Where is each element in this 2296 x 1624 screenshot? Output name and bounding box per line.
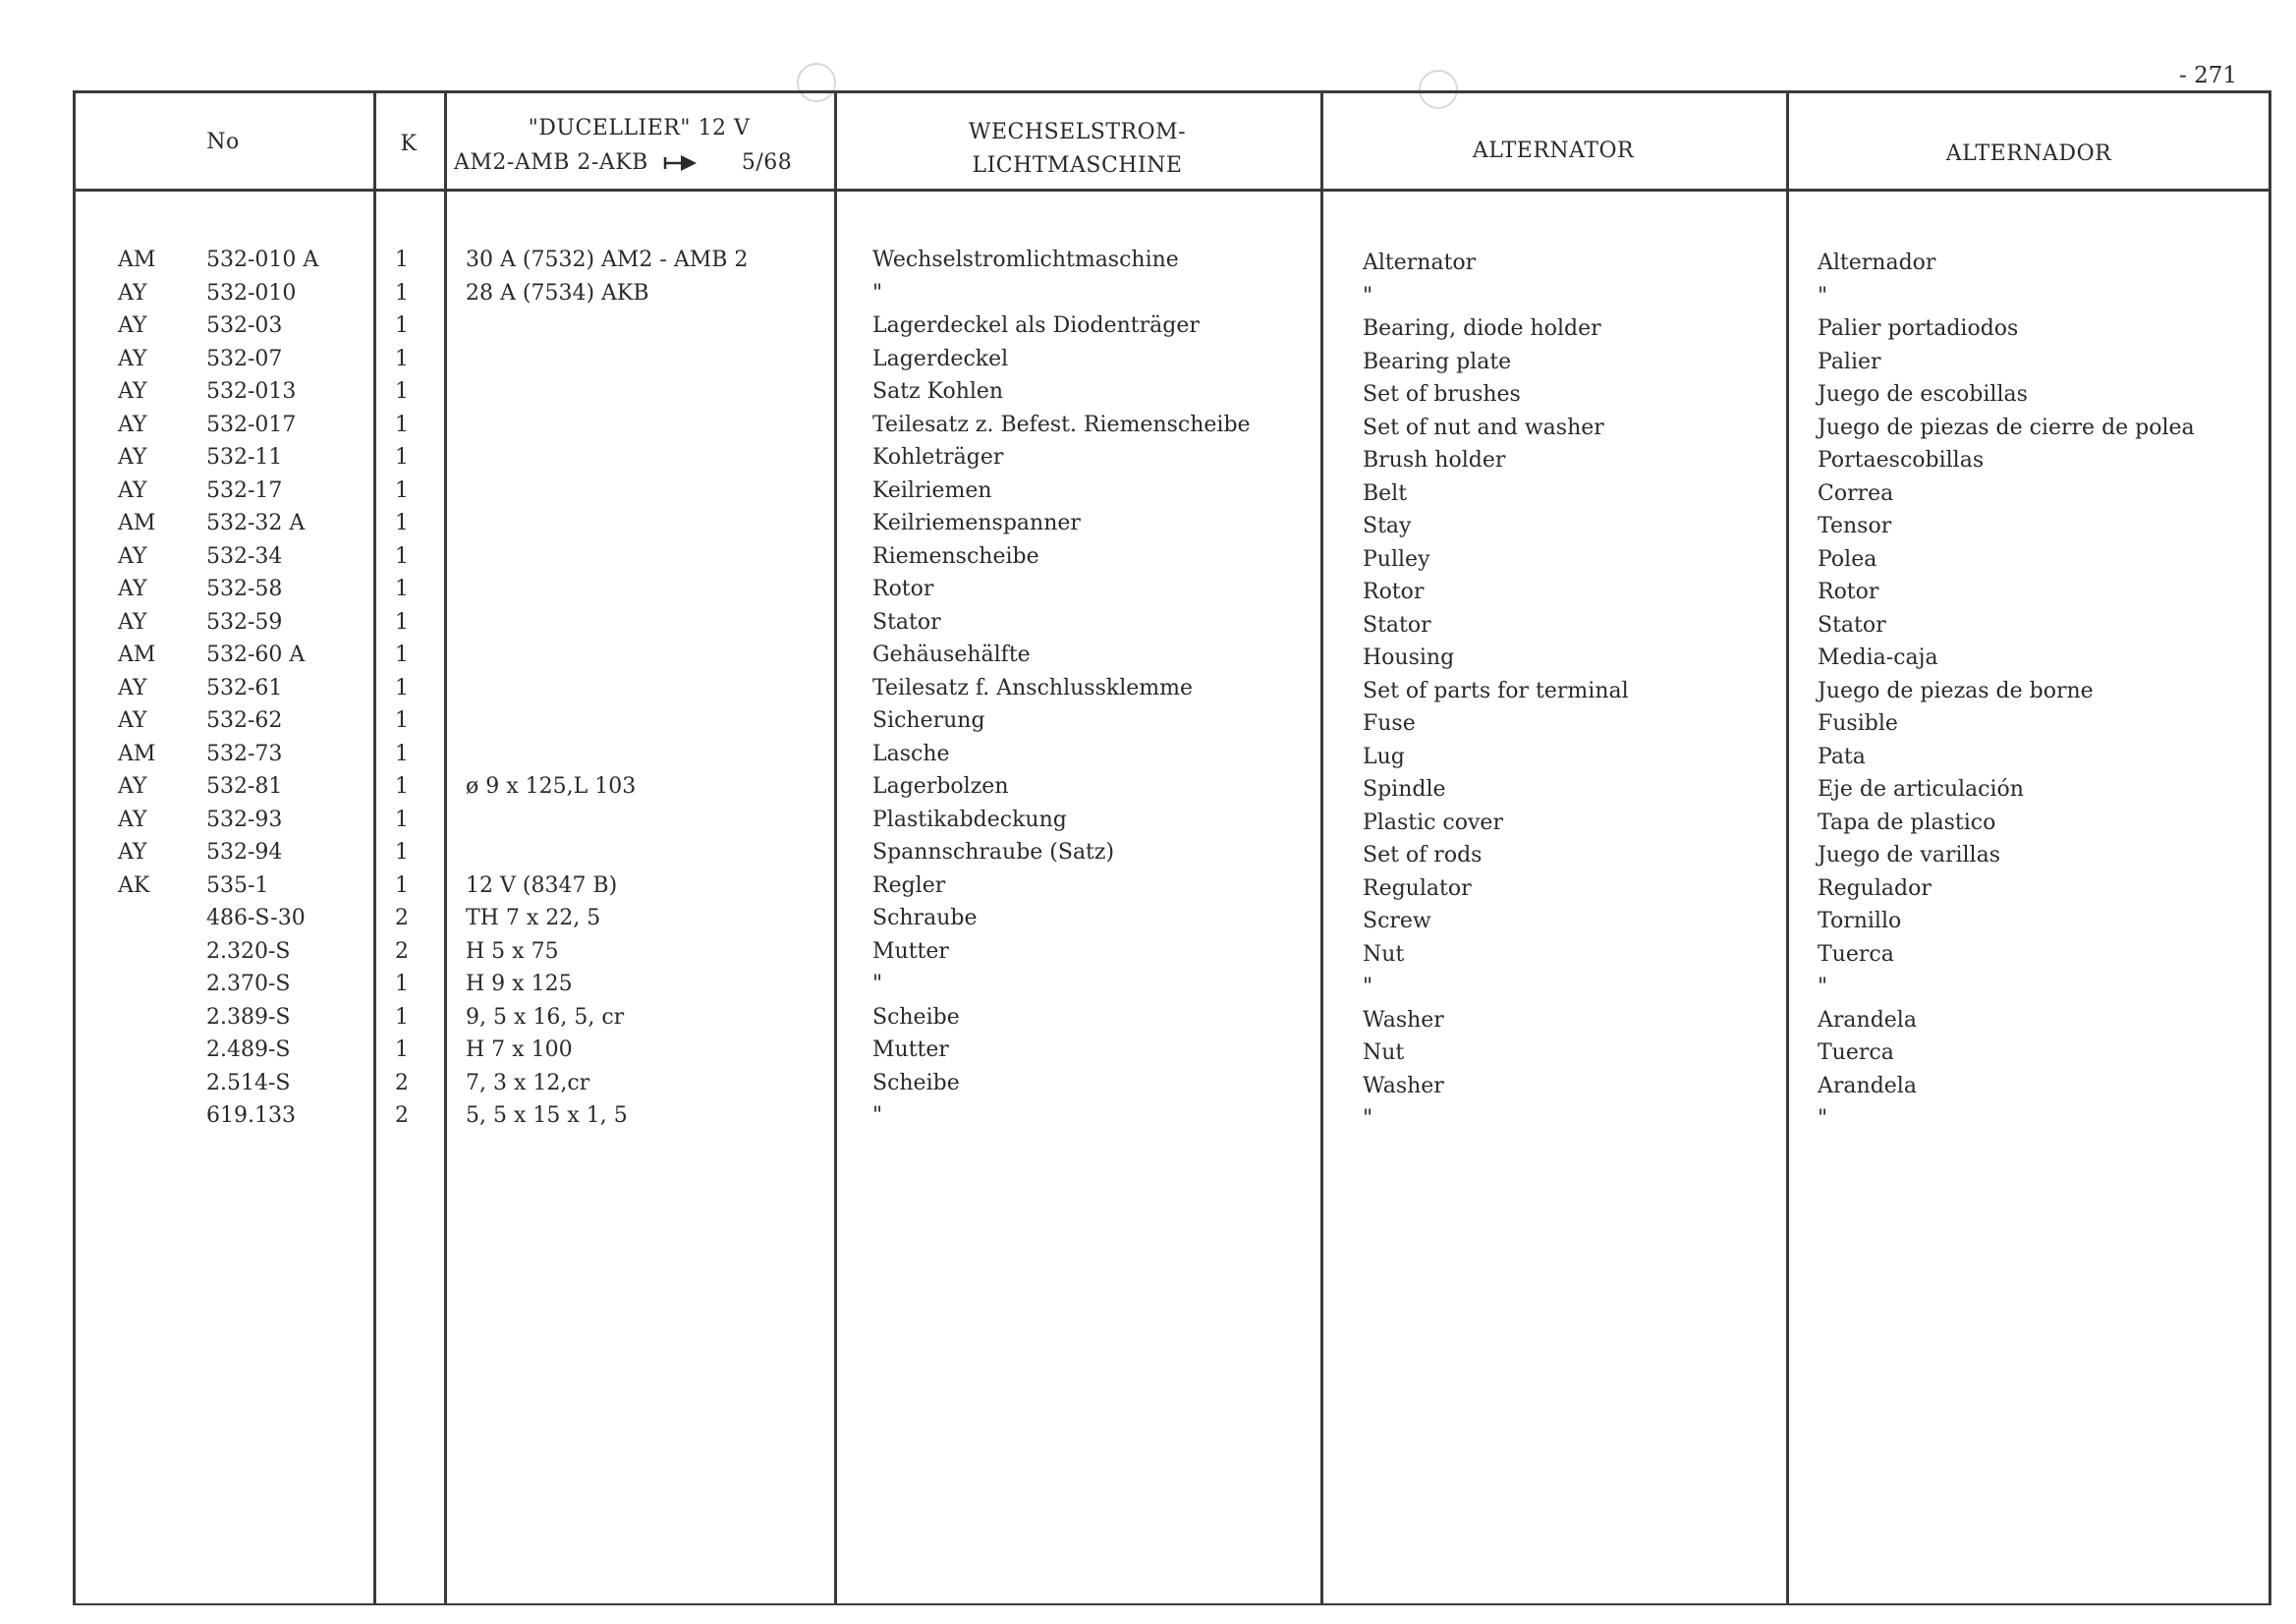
part-spec: 30 A (7532) AM2 - AMB 2 — [466, 248, 749, 272]
quantity-k: 1 — [395, 807, 409, 832]
description-german: Scheibe — [872, 1004, 960, 1030]
part-number: 535-1 — [206, 872, 269, 898]
description-german: Sicherung — [872, 708, 985, 733]
part-spec: 28 A (7534) AKB — [466, 280, 649, 306]
description-spanish: Pata — [1818, 744, 1866, 769]
description-spanish: Portaescobillas — [1818, 448, 1985, 473]
description-english: Stay — [1363, 514, 1412, 538]
part-prefix: AY — [118, 477, 147, 503]
header-divider — [73, 189, 2271, 192]
part-number: 532-013 — [206, 379, 297, 404]
part-spec: 5, 5 x 15 x 1, 5 — [466, 1103, 628, 1128]
description-spanish: Rotor — [1818, 580, 1879, 604]
description-german: Wechselstromlichtmaschine — [872, 248, 1179, 272]
description-spanish: Polea — [1818, 546, 1877, 572]
description-english: Stator — [1363, 612, 1431, 638]
quantity-k: 1 — [395, 543, 409, 569]
from-date-arrow-icon — [663, 150, 702, 175]
header-model-date: 5/68 — [741, 150, 793, 175]
part-spec: 12 V (8347 B) — [466, 872, 618, 898]
part-number: 532-03 — [206, 313, 283, 338]
description-german: Gehäusehälfte — [872, 643, 1031, 667]
quantity-k: 1 — [395, 477, 409, 503]
header-spanish: ALTERNADOR — [1945, 141, 2112, 166]
part-spec: TH 7 x 22, 5 — [466, 906, 601, 930]
part-number: 532-60 A — [206, 643, 306, 667]
description-german: Regler — [872, 872, 946, 898]
description-german: " — [872, 1103, 883, 1128]
description-german: Lagerdeckel als Diodenträger — [872, 313, 1200, 338]
description-spanish: Arandela — [1818, 1007, 1917, 1033]
description-german: Scheibe — [872, 1070, 960, 1095]
description-spanish: Juego de varillas — [1818, 843, 2001, 868]
column-divider — [1786, 90, 1789, 1605]
header-english: ALTERNATOR — [1472, 139, 1635, 163]
quantity-k: 1 — [395, 1004, 409, 1030]
part-prefix: AY — [118, 280, 147, 306]
quantity-k: 1 — [395, 972, 409, 996]
part-prefix: AY — [118, 807, 147, 832]
description-german: Plastikabdeckung — [872, 807, 1067, 832]
description-english: " — [1363, 283, 1373, 308]
quantity-k: 1 — [395, 346, 409, 371]
description-german: Keilriemen — [872, 477, 992, 503]
description-english: Regulator — [1363, 875, 1472, 901]
description-spanish: Tapa de plastico — [1818, 810, 1996, 835]
quantity-k: 1 — [395, 511, 409, 535]
header-no: No — [206, 130, 240, 154]
part-prefix: AY — [118, 577, 147, 601]
part-number: 532-11 — [206, 445, 283, 470]
quantity-k: 1 — [395, 248, 409, 272]
part-prefix: AM — [118, 511, 156, 535]
header-model-line2 — [454, 150, 827, 175]
description-english: Rotor — [1363, 580, 1425, 604]
description-spanish: Tuerca — [1818, 941, 1894, 967]
part-prefix: AY — [118, 379, 147, 404]
description-english: Housing — [1363, 645, 1455, 670]
description-spanish: Palier portadiodos — [1818, 316, 2019, 341]
description-spanish: Arandela — [1818, 1073, 1917, 1098]
description-spanish: Eje de articulación — [1818, 777, 2024, 802]
part-prefix: AY — [118, 543, 147, 569]
description-spanish: Correa — [1818, 480, 1894, 506]
part-spec: 7, 3 x 12,cr — [466, 1070, 590, 1095]
header-german-line1: WECHSELSTROM- — [968, 120, 1187, 144]
quantity-k: 2 — [395, 1103, 409, 1128]
header-german-line2: LICHTMASCHINE — [972, 153, 1183, 178]
part-prefix: AM — [118, 643, 156, 667]
quantity-k: 1 — [395, 774, 409, 799]
quantity-k: 1 — [395, 609, 409, 635]
description-english: Screw — [1363, 909, 1431, 933]
quantity-k: 2 — [395, 938, 409, 964]
part-number: 619.133 — [206, 1103, 296, 1128]
column-divider — [1320, 90, 1323, 1605]
description-english: Fuse — [1363, 711, 1416, 736]
part-number: 532-94 — [206, 840, 283, 865]
description-english: Brush holder — [1363, 448, 1506, 473]
description-spanish: Regulador — [1818, 875, 1932, 901]
part-number: 532-61 — [206, 675, 283, 700]
part-prefix: AY — [118, 346, 147, 371]
description-german: Mutter — [872, 938, 949, 964]
description-spanish: Alternador — [1818, 251, 1936, 275]
part-number: 532-07 — [206, 346, 283, 371]
description-spanish: Juego de piezas de borne — [1818, 678, 2094, 703]
column-divider — [834, 90, 837, 1605]
column-divider — [373, 90, 376, 1605]
description-english: Washer — [1363, 1007, 1444, 1033]
description-spanish: Stator — [1818, 612, 1886, 638]
description-english: Belt — [1363, 480, 1408, 506]
part-number: 2.320-S — [206, 938, 291, 964]
quantity-k: 1 — [395, 280, 409, 306]
quantity-k: 1 — [395, 741, 409, 766]
part-spec: ø 9 x 125,L 103 — [466, 774, 637, 799]
description-german: Lasche — [872, 741, 950, 766]
description-english: Alternator — [1363, 251, 1477, 275]
description-english: Bearing, diode holder — [1363, 316, 1601, 341]
page-number: - 271 — [2179, 63, 2237, 88]
part-number: 532-59 — [206, 609, 283, 635]
quantity-k: 1 — [395, 872, 409, 898]
description-german: Kohleträger — [872, 445, 1004, 470]
part-number: 532-73 — [206, 741, 283, 766]
part-prefix: AK — [118, 872, 150, 898]
description-german: Lagerbolzen — [872, 774, 1009, 799]
description-german: " — [872, 972, 883, 996]
quantity-k: 2 — [395, 1070, 409, 1095]
description-english: " — [1363, 975, 1373, 999]
part-number: 532-32 A — [206, 511, 306, 535]
header-model-codes: AM2-AMB 2-AKB — [454, 150, 648, 175]
description-spanish: Juego de piezas de cierre de polea — [1818, 415, 2195, 440]
description-spanish: " — [1818, 1106, 1828, 1131]
description-spanish: Tornillo — [1818, 909, 1902, 933]
description-english: " — [1363, 1106, 1373, 1131]
part-prefix: AY — [118, 609, 147, 635]
description-spanish: Palier — [1818, 349, 1881, 374]
description-english: Pulley — [1363, 546, 1430, 572]
quantity-k: 1 — [395, 445, 409, 470]
description-spanish: Fusible — [1818, 711, 1898, 736]
header-k: K — [400, 132, 418, 156]
part-number: 2.489-S — [206, 1037, 291, 1062]
description-german: Spannschraube (Satz) — [872, 840, 1115, 865]
part-number: 532-017 — [206, 412, 297, 437]
part-number: 532-62 — [206, 708, 283, 733]
part-spec: H 7 x 100 — [466, 1037, 573, 1062]
description-spanish: " — [1818, 283, 1828, 308]
description-english: Plastic cover — [1363, 810, 1503, 835]
description-german: Satz Kohlen — [872, 379, 1004, 404]
part-prefix: AY — [118, 774, 147, 799]
part-number: 532-81 — [206, 774, 283, 799]
part-prefix: AY — [118, 675, 147, 700]
description-english: Set of parts for terminal — [1363, 678, 1629, 703]
quantity-k: 1 — [395, 643, 409, 667]
description-english: Set of rods — [1363, 843, 1483, 868]
description-english: Bearing plate — [1363, 349, 1512, 374]
description-spanish: " — [1818, 975, 1828, 999]
description-english: Washer — [1363, 1073, 1444, 1098]
part-number: 532-010 — [206, 280, 297, 306]
description-german: " — [872, 280, 883, 306]
quantity-k: 1 — [395, 708, 409, 733]
part-number: 532-93 — [206, 807, 283, 832]
part-number: 532-17 — [206, 477, 283, 503]
quantity-k: 2 — [395, 906, 409, 930]
part-number: 532-010 A — [206, 248, 319, 272]
part-prefix: AY — [118, 445, 147, 470]
part-prefix: AM — [118, 248, 156, 272]
quantity-k: 1 — [395, 313, 409, 338]
description-english: Nut — [1363, 1040, 1405, 1065]
description-english: Nut — [1363, 941, 1405, 967]
description-german: Keilriemenspanner — [872, 511, 1081, 535]
part-prefix: AY — [118, 708, 147, 733]
quantity-k: 1 — [395, 577, 409, 601]
quantity-k: 1 — [395, 379, 409, 404]
description-german: Mutter — [872, 1037, 949, 1062]
description-german: Schraube — [872, 906, 978, 930]
part-spec: H 5 x 75 — [466, 938, 559, 964]
part-prefix: AY — [118, 412, 147, 437]
quantity-k: 1 — [395, 1037, 409, 1062]
header-model-line1: "DUCELLIER" 12 V — [528, 116, 751, 140]
part-prefix: AY — [118, 840, 147, 865]
quantity-k: 1 — [395, 840, 409, 865]
part-prefix: AY — [118, 313, 147, 338]
description-german: Lagerdeckel — [872, 346, 1009, 371]
part-number: 2.389-S — [206, 1004, 291, 1030]
part-number: 2.370-S — [206, 972, 291, 996]
description-english: Set of nut and washer — [1363, 415, 1604, 440]
part-number: 532-58 — [206, 577, 283, 601]
description-spanish: Media-caja — [1818, 645, 1938, 670]
part-prefix: AM — [118, 741, 156, 766]
part-number: 486-S-30 — [206, 906, 306, 930]
description-german: Teilesatz f. Anschlussklemme — [872, 675, 1194, 700]
quantity-k: 1 — [395, 412, 409, 437]
description-spanish: Juego de escobillas — [1818, 382, 2028, 407]
quantity-k: 1 — [395, 675, 409, 700]
column-divider — [444, 90, 447, 1605]
part-spec: H 9 x 125 — [466, 972, 573, 996]
description-german: Stator — [872, 609, 941, 635]
description-spanish: Tensor — [1818, 514, 1892, 538]
part-spec: 9, 5 x 16, 5, cr — [466, 1004, 625, 1030]
description-german: Rotor — [872, 577, 934, 601]
description-german: Teilesatz z. Befest. Riemenscheibe — [872, 412, 1251, 437]
description-spanish: Tuerca — [1818, 1040, 1894, 1065]
description-english: Set of brushes — [1363, 382, 1521, 407]
description-english: Spindle — [1363, 777, 1446, 802]
part-number: 2.514-S — [206, 1070, 291, 1095]
part-number: 532-34 — [206, 543, 283, 569]
description-german: Riemenscheibe — [872, 543, 1039, 569]
description-english: Lug — [1363, 744, 1405, 769]
